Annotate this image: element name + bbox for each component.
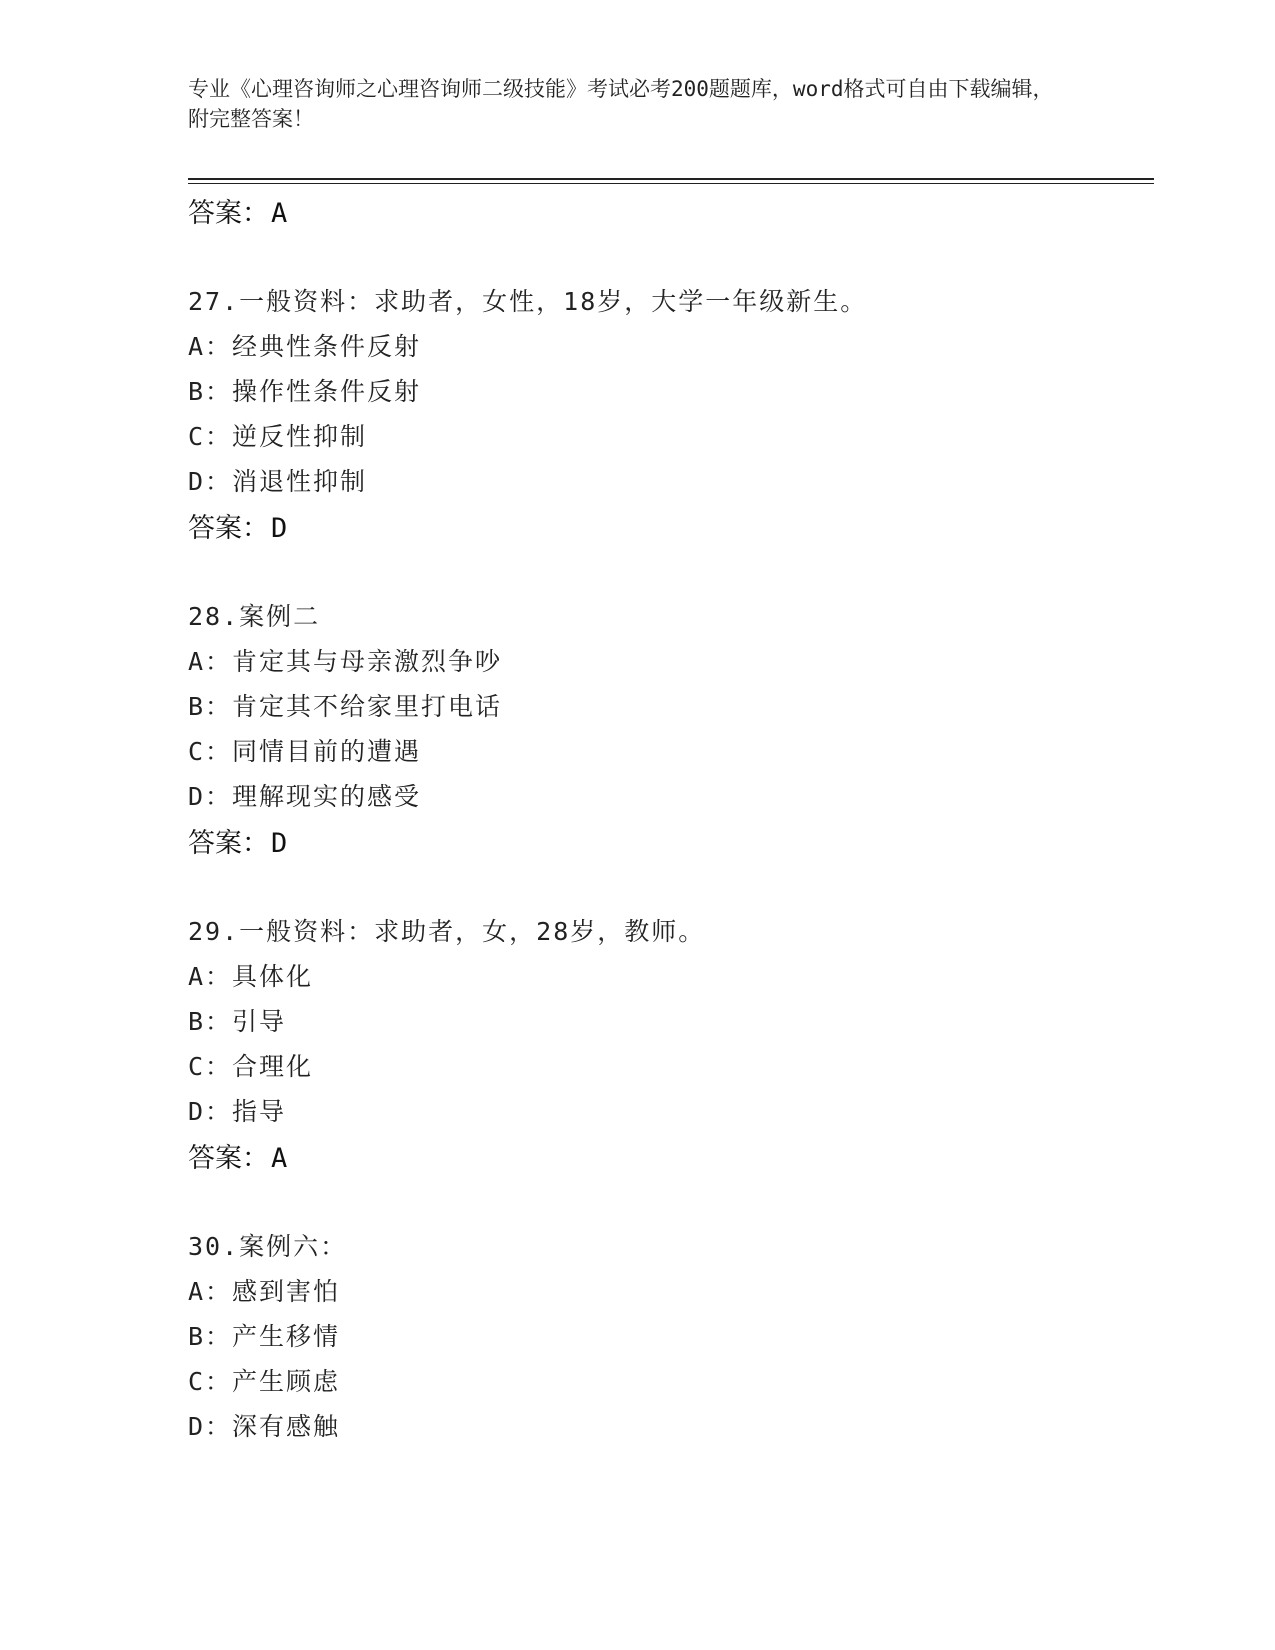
answer-value: D <box>271 513 288 544</box>
option-a: A：肯定其与母亲激烈争吵 <box>188 647 503 676</box>
answer-line <box>188 1136 287 1175</box>
answer-value: A <box>271 1143 288 1174</box>
option-b: B：引导 <box>188 1007 287 1036</box>
question-stem: 29.一般资料：求助者，女，28岁，教师。 <box>188 917 706 946</box>
page-header: 专业《心理咨询师之心理咨询师二级技能》考试必考200题题库，word格式可自由下载编辑，附完整答案！ <box>188 77 1054 131</box>
answer-line <box>188 506 287 545</box>
answer-value: A <box>271 198 288 229</box>
option-d: D：深有感触 <box>188 1412 341 1441</box>
option-c: C：合理化 <box>188 1052 314 1081</box>
option-a: A：经典性条件反射 <box>188 332 422 361</box>
question-stem: 27.一般资料：求助者，女性，18岁，大学一年级新生。 <box>188 287 868 316</box>
option-c: C：产生顾虑 <box>188 1367 341 1396</box>
answer-label: 答案： <box>188 828 269 859</box>
option-b: B：操作性条件反射 <box>188 377 422 406</box>
question-stem: 28.案例二 <box>188 602 321 631</box>
option-a: A：感到害怕 <box>188 1277 341 1306</box>
answer-value: D <box>271 828 288 859</box>
option-a: A：具体化 <box>188 962 314 991</box>
option-b: B：肯定其不给家里打电话 <box>188 692 503 721</box>
answer-line <box>188 821 287 860</box>
option-c: C：同情目前的遭遇 <box>188 737 422 766</box>
option-d: D：消退性抑制 <box>188 467 368 496</box>
answer-label: 答案： <box>188 198 269 229</box>
option-c: C：逆反性抑制 <box>188 422 368 451</box>
option-b: B：产生移情 <box>188 1322 341 1351</box>
header-divider-thin <box>188 183 1154 184</box>
option-d: D：指导 <box>188 1097 287 1126</box>
answer-label: 答案： <box>188 1143 269 1174</box>
header-divider-thick <box>188 178 1154 180</box>
answer-line <box>188 191 287 230</box>
answer-label: 答案： <box>188 513 269 544</box>
option-d: D：理解现实的感受 <box>188 782 422 811</box>
question-stem: 30.案例六： <box>188 1232 348 1261</box>
